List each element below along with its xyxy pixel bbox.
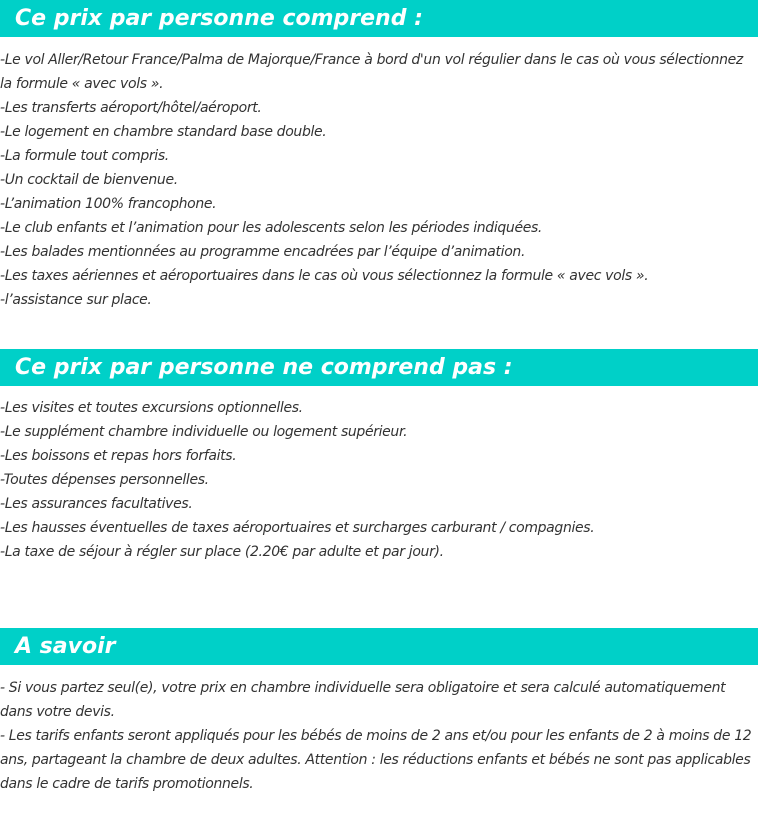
section-a-savoir bbox=[0, 628, 758, 796]
list-item: -Le club enfants et l’animation pour les adolescents selon les périodes indiquées. bbox=[0, 220, 543, 236]
list-item: -Les transferts aéroport/hôtel/aéroport. bbox=[0, 100, 262, 116]
list-item: -l’assistance sur place. bbox=[0, 292, 152, 308]
list-item: -Les boissons et repas hors forfaits. bbox=[0, 448, 237, 464]
excluded-list bbox=[0, 386, 758, 564]
section-title: A savoir bbox=[0, 628, 758, 665]
list-item: -Le logement en chambre standard base double. bbox=[0, 124, 327, 140]
list-item: -Les assurances facultatives. bbox=[0, 496, 193, 512]
list-item: -La taxe de séjour à régler sur place (2.20€ par adulte et par jour). bbox=[0, 544, 444, 560]
section-title: Ce prix par personne comprend : bbox=[0, 0, 758, 37]
list-item: -L’animation 100% francophone. bbox=[0, 196, 217, 212]
list-item: -Le vol Aller/Retour France/Palma de Majorque/France à bord d'un vol régulier dans le cas où vous sélectionnez la formule « avec vols ». bbox=[0, 52, 743, 92]
list-item: -Le supplément chambre individuelle ou logement supérieur. bbox=[0, 424, 408, 440]
list-item: -Les hausses éventuelles de taxes aéroportuaires et surcharges carburant / compagnies. bbox=[0, 520, 595, 536]
list-item: -Les balades mentionnées au programme encadrées par l’équipe d’animation. bbox=[0, 244, 526, 260]
list-item: -Un cocktail de bienvenue. bbox=[0, 172, 178, 188]
section-price-excludes bbox=[0, 349, 758, 564]
list-item: -La formule tout compris. bbox=[0, 148, 169, 164]
section-price-includes bbox=[0, 0, 758, 312]
section-title: Ce prix par personne ne comprend pas : bbox=[0, 349, 758, 386]
info-list bbox=[0, 665, 758, 796]
included-list bbox=[0, 37, 758, 312]
list-item: -Les visites et toutes excursions optionnelles. bbox=[0, 400, 303, 416]
list-item: -Toutes dépenses personnelles. bbox=[0, 472, 209, 488]
list-item: - Si vous partez seul(e), votre prix en chambre individuelle sera obligatoire et sera calculé automatiquement dans votre devis. bbox=[0, 680, 726, 720]
list-item: -Les taxes aériennes et aéroportuaires dans le cas où vous sélectionnez la formule « avec vols ». bbox=[0, 268, 649, 284]
list-item: - Les tarifs enfants seront appliqués pour les bébés de moins de 2 ans et/ou pour les enfants de 2 à moins de 12 ans, partageant la chambre de deux adultes. Attention : les réductions enfants et bébés ne sont pas applicables dans le cadre de tarifs promotionnels. bbox=[0, 728, 752, 792]
